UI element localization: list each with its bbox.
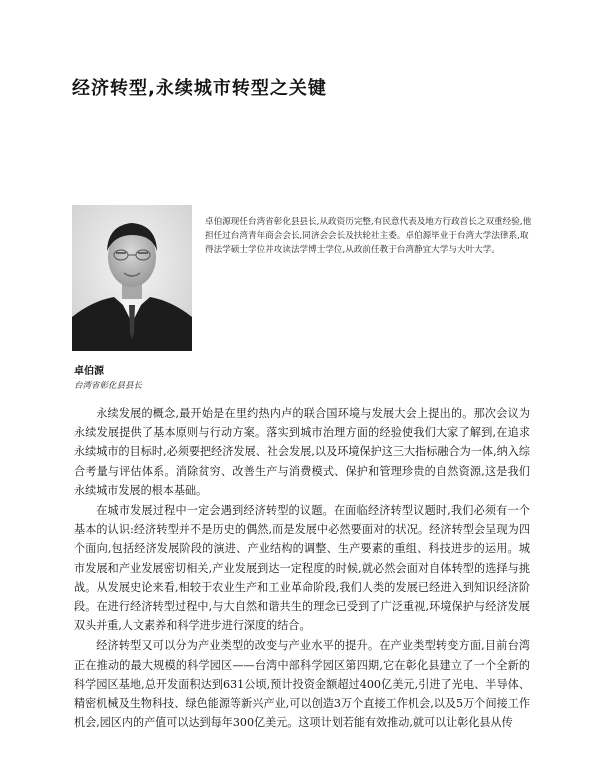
author-position: 台湾省彰化县县长 — [74, 381, 143, 391]
body-paragraph: 经济转型又可以分为产业类型的改变与产业水平的提升。在产业类型转变方面,目前台湾正在推动的最大规模的科学园区——台湾中部科学园区第四期,它在彰化县建立了一个全新的科学园区基地,总开发面积达到631公顷,预计投资金额超过400亿美元,引进了光电、半导体、精密机械及生物科技、绿色能源等新兴产业,可以创造3万个直接工作机会,以及5万个间接工作机会,园区内的产值可以达到每年300亿美元。这项计划若能有效推动,就可以让彰化县从传 — [74, 639, 530, 730]
portrait-photo — [72, 205, 192, 351]
body-paragraph: 永续发展的概念,最开始是在里约热内卢的联合国环境与发展大会上提出的。那次会议为永续发展提供了基本原则与行动方案。落实到城市治理方面的经验使我们大家了解到,在追求永续城市的目标时,必须要把经济发展、社会发展,以及环境保护这三大指标融合为一体,纳入综合考量与评估体系。消除贫穷、改善生产与消费模式、保护和管理珍贵的自然资源,这是我们永续城市发展的根本基础。 — [74, 407, 530, 497]
author-bio: 卓伯源现任台湾省彰化县县长,从政资历完整,有民意代表及地方行政首长之双重经验,他担任过台湾青年商会会长,同济会会长及扶轮社主委。卓伯源毕业于台湾大学法律系,取得法学硕士学位并攻读法学博士学位,从政前任教于台湾静宜大学与大叶大学。 — [205, 217, 532, 255]
article-body — [74, 404, 530, 733]
author-name: 卓伯源 — [74, 366, 104, 377]
author-portrait — [72, 205, 192, 351]
body-paragraph: 在城市发展过程中一定会遇到经济转型的议题。在面临经济转型议题时,我们必须有一个基本的认识:经济转型并不是历史的偶然,而是发展中必然要面对的状况。经济转型会呈现为四个面向,包括经济发展阶段的演进、产业结构的调整、生产要素的重组、科技进步的运用。城市发展和产业发展密切相关,产业发展到达一定程度的时候,就必然会面对自体转型的选择与挑战。从发展史论来看,相较于农业生产和工业革命阶段,我们人类的发展已经进入到知识经济阶段。在进行经济转型过程中,与大自然和谐共生的理念已受到了广泛重视,环境保护与经济发展双头并重,人文素养和科学进步进行深度的结合。 — [74, 504, 530, 633]
article-title: 经济转型,永续城市转型之关键 — [72, 78, 327, 99]
